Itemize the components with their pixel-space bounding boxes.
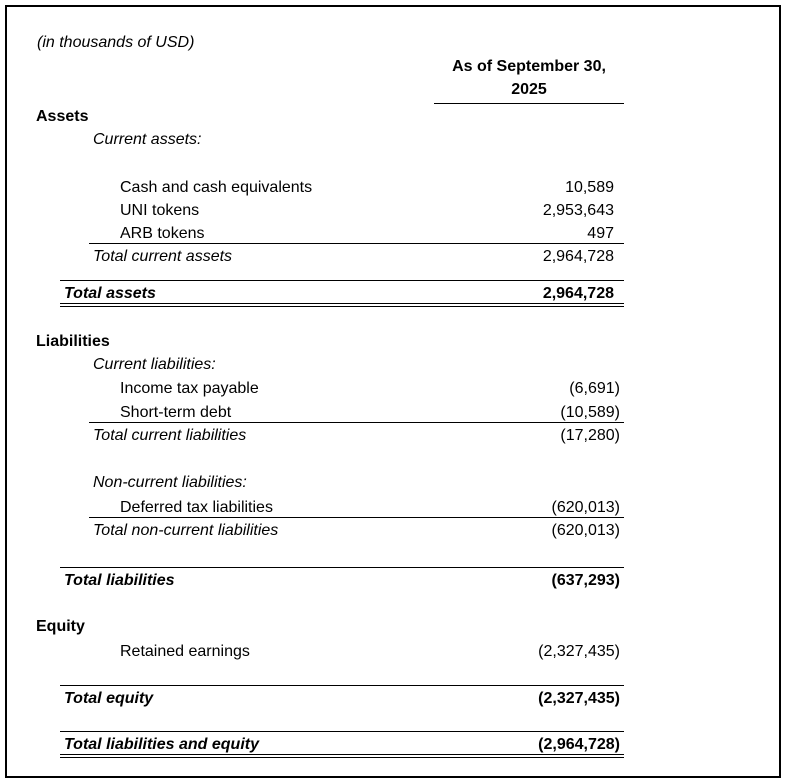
total-current-liabilities-label: Total current liabilities (93, 427, 247, 444)
total-assets-value: 2,964,728 (542, 285, 614, 302)
total-liabilities-equity-value: (2,964,728) (538, 736, 620, 753)
current-assets-heading: Current assets: (93, 131, 202, 148)
liabilities-heading: Liabilities (36, 333, 110, 350)
rule (89, 243, 624, 244)
rule (60, 731, 624, 732)
asset-label-cash: Cash and cash equivalents (120, 179, 313, 196)
equity-label-retained-earnings: Retained earnings (120, 643, 250, 660)
asset-value-cash: 10,589 (565, 179, 614, 196)
current-liabilities-heading: Current liabilities: (93, 356, 216, 373)
rule (60, 567, 624, 568)
double-rule (60, 303, 624, 307)
total-liabilities-label: Total liabilities (64, 572, 175, 589)
total-liabilities-value: (637,293) (551, 572, 620, 589)
rule (60, 280, 624, 281)
liability-value-deferred-tax: (620,013) (551, 499, 620, 516)
total-noncurrent-liabilities-value: (620,013) (551, 522, 620, 539)
liability-value-income-tax: (6,691) (569, 380, 620, 397)
assets-heading: Assets (36, 108, 89, 125)
total-equity-value: (2,327,435) (538, 690, 620, 707)
rule (89, 517, 624, 518)
rule (60, 685, 624, 686)
equity-heading: Equity (36, 618, 85, 635)
liability-label-deferred-tax: Deferred tax liabilities (120, 499, 273, 516)
liability-label-income-tax: Income tax payable (120, 380, 259, 397)
equity-value-retained-earnings: (2,327,435) (538, 643, 620, 660)
total-equity-label: Total equity (64, 690, 154, 707)
liability-label-short-term-debt: Short-term debt (120, 404, 232, 421)
total-assets-label: Total assets (64, 285, 156, 302)
asset-value-arb: 497 (587, 225, 614, 242)
column-header-underline (434, 103, 624, 104)
total-current-liabilities-value: (17,280) (560, 427, 620, 444)
column-header-line2: 2025 (511, 81, 547, 98)
asset-label-uni: UNI tokens (120, 202, 200, 219)
column-header-line1: As of September 30, (452, 58, 606, 75)
asset-value-uni: 2,953,643 (542, 202, 614, 219)
double-rule (60, 754, 624, 758)
noncurrent-liabilities-heading: Non-current liabilities: (93, 474, 247, 491)
liability-value-short-term-debt: (10,589) (560, 404, 620, 421)
units-note: (in thousands of USD) (37, 34, 195, 51)
rule (89, 422, 624, 423)
asset-label-arb: ARB tokens (120, 225, 205, 242)
total-current-assets-value: 2,964,728 (542, 248, 614, 265)
total-noncurrent-liabilities-label: Total non-current liabilities (93, 522, 279, 539)
total-current-assets-label: Total current assets (93, 248, 233, 265)
total-liabilities-equity-label: Total liabilities and equity (64, 736, 259, 753)
